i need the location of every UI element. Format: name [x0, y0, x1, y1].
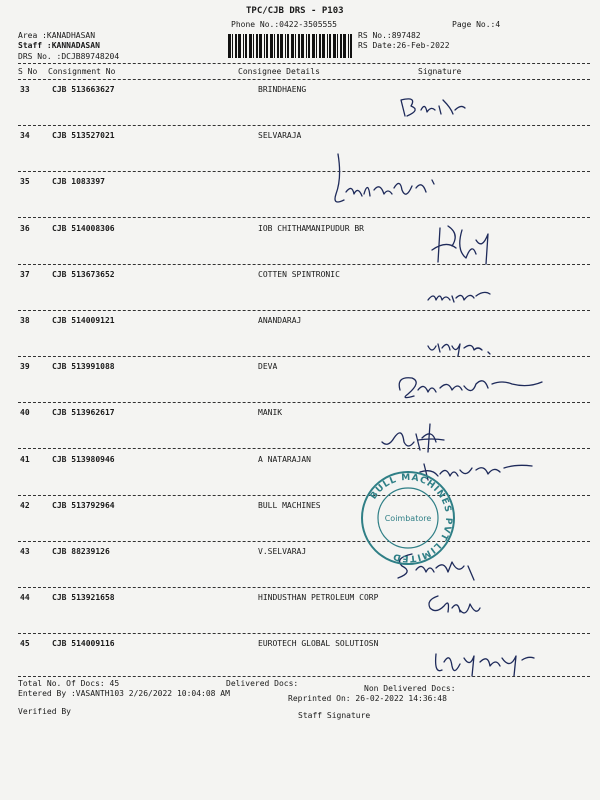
barcode-bar: [245, 34, 247, 58]
column-header-consignee: Consignee Details: [238, 67, 320, 76]
phone-number: Phone No.:0422-3505555: [231, 20, 337, 29]
table-row: [0, 177, 600, 191]
table-row: [0, 593, 600, 607]
barcode-bar: [319, 34, 321, 58]
divider: [18, 541, 590, 542]
column-header-sno: S No: [18, 67, 38, 76]
total-docs: Total No. Of Docs: 45: [18, 679, 120, 688]
row-consignee: HINDUSTHAN PETROLEUM CORP: [258, 593, 379, 602]
delivered-docs: Delivered Docs:: [226, 679, 299, 688]
barcode-bar: [306, 34, 307, 58]
barcode-bar: [295, 34, 296, 58]
row-sno: 33: [20, 85, 30, 94]
barcode-bar: [287, 34, 289, 58]
row-consignment-no: CJB 88239126: [52, 547, 110, 556]
signature-row-36: [426, 220, 496, 268]
row-consignee: SELVARAJA: [258, 131, 302, 140]
area-label: Area :KANADHASAN: [18, 31, 96, 40]
table-row: [0, 547, 600, 561]
row-consignee: BULL MACHINES: [258, 501, 321, 510]
barcode-bar: [235, 34, 237, 58]
row-sno: 40: [20, 408, 30, 417]
barcode-bar: [249, 34, 252, 58]
barcode-bar: [333, 34, 336, 58]
row-sno: 36: [20, 224, 30, 233]
barcode-bar: [228, 34, 231, 58]
column-header-signature: Signature: [418, 67, 462, 76]
divider: [18, 171, 590, 172]
barcode-bar: [274, 34, 275, 58]
reprinted-on: Reprinted On: 26-02-2022 14:36:48: [288, 694, 447, 703]
barcode-bar: [350, 34, 352, 58]
table-row: [0, 408, 600, 422]
divider: [18, 264, 590, 265]
row-consignment-no: CJB 513663627: [52, 85, 115, 94]
page-number: Page No.:4: [452, 20, 501, 29]
barcode-bar: [337, 34, 338, 58]
row-consignment-no: CJB 513991088: [52, 362, 115, 371]
row-sno: 39: [20, 362, 30, 371]
row-sno: 34: [20, 131, 30, 140]
stamp-text: BULL MACHINES PVT LIMITED: [368, 472, 454, 564]
barcode-bar: [238, 34, 241, 58]
barcode-bar: [348, 34, 349, 58]
barcode-bar: [340, 34, 342, 58]
row-consignee: MANIK: [258, 408, 283, 417]
row-consignee: ANANDARAJ: [258, 316, 302, 325]
staff-label: Staff :KANNADASAN: [18, 41, 100, 50]
row-consignee: COTTEN SPINTRONIC: [258, 270, 340, 279]
barcode-bar: [308, 34, 310, 58]
barcode-bar: [277, 34, 279, 58]
row-sno: 41: [20, 455, 30, 464]
barcode-bar: [259, 34, 262, 58]
signature-row-33: [395, 92, 475, 122]
divider: [18, 676, 590, 677]
divider: [18, 63, 590, 64]
signature-row-44: [420, 588, 484, 618]
barcode-bar: [312, 34, 315, 58]
barcode-bar: [291, 34, 294, 58]
barcode-bar: [280, 34, 283, 58]
row-consignment-no: CJB 513962617: [52, 408, 115, 417]
row-consignee: EUROTECH GLOBAL SOLUTIOSN: [258, 639, 379, 648]
row-consignment-no: CJB 1083397: [52, 177, 105, 186]
drs-number: DRS No. :DCJB89748204: [18, 52, 120, 61]
table-row: [0, 270, 600, 284]
signature-row-37: [424, 286, 496, 308]
row-consignee: DEVA: [258, 362, 278, 371]
barcode-bar: [256, 34, 258, 58]
signature-row-40: [374, 418, 450, 458]
row-consignment-no: CJB 514008306: [52, 224, 115, 233]
divider: [18, 448, 590, 449]
divider: [18, 79, 590, 80]
barcode-bar: [301, 34, 304, 58]
company-seal-stamp: [358, 468, 458, 568]
table-row: [0, 501, 600, 515]
barcode-bar: [285, 34, 286, 58]
row-consignee: BRINDHAENG: [258, 85, 307, 94]
row-sno: 35: [20, 177, 30, 186]
row-sno: 45: [20, 639, 30, 648]
non-delivered-docs: Non Delivered Docs:: [364, 684, 456, 693]
divider: [18, 587, 590, 588]
barcode-image: [228, 34, 353, 58]
barcode-bar: [343, 34, 346, 58]
barcode-bar: [322, 34, 325, 58]
barcode-bar: [316, 34, 317, 58]
row-consignee: A NATARAJAN: [258, 455, 311, 464]
verified-by: Verified By: [18, 707, 71, 716]
table-row: [0, 316, 600, 330]
signature-row-35: [328, 150, 446, 210]
column-header-consignment: Consignment No: [48, 67, 116, 76]
table-row: [0, 131, 600, 145]
row-sno: 44: [20, 593, 30, 602]
document-title: TPC/CJB DRS - P103: [246, 6, 344, 16]
divider: [18, 495, 590, 496]
barcode-bar: [298, 34, 300, 58]
rs-number: RS No.:897482: [358, 31, 421, 40]
row-consignment-no: CJB 513527021: [52, 131, 115, 140]
row-consignee: V.SELVARAJ: [258, 547, 307, 556]
row-consignment-no: CJB 513792964: [52, 501, 115, 510]
table-row: [0, 224, 600, 238]
row-consignment-no: CJB 513921658: [52, 593, 115, 602]
divider: [18, 217, 590, 218]
row-consignment-no: CJB 513980946: [52, 455, 115, 464]
barcode-bar: [329, 34, 331, 58]
stamp-city: Coimbatore: [384, 514, 432, 523]
divider: [18, 310, 590, 311]
table-row: [0, 85, 600, 99]
row-sno: 38: [20, 316, 30, 325]
row-sno: 37: [20, 270, 30, 279]
barcode-bar: [327, 34, 328, 58]
row-consignment-no: CJB 513673652: [52, 270, 115, 279]
barcode-bar: [266, 34, 268, 58]
barcode-bar: [270, 34, 273, 58]
staff-signature: Staff Signature: [298, 711, 371, 720]
barcode-bar: [232, 34, 233, 58]
signature-row-38: [424, 334, 508, 358]
signature-row-39: [392, 370, 552, 404]
barcode-bar: [264, 34, 265, 58]
row-consignment-no: CJB 514009121: [52, 316, 115, 325]
entered-by: Entered By :VASANTH103 2/26/2022 10:04:08 AM: [18, 689, 230, 698]
rs-date: RS Date:26-Feb-2022: [358, 41, 450, 50]
divider: [18, 633, 590, 634]
row-consignment-no: CJB 514009116: [52, 639, 115, 648]
row-sno: 43: [20, 547, 30, 556]
row-consignee: IOB CHITHAMANIPUDUR BR: [258, 224, 364, 233]
divider: [18, 125, 590, 126]
row-sno: 42: [20, 501, 30, 510]
barcode-bar: [253, 34, 254, 58]
barcode-bar: [243, 34, 244, 58]
